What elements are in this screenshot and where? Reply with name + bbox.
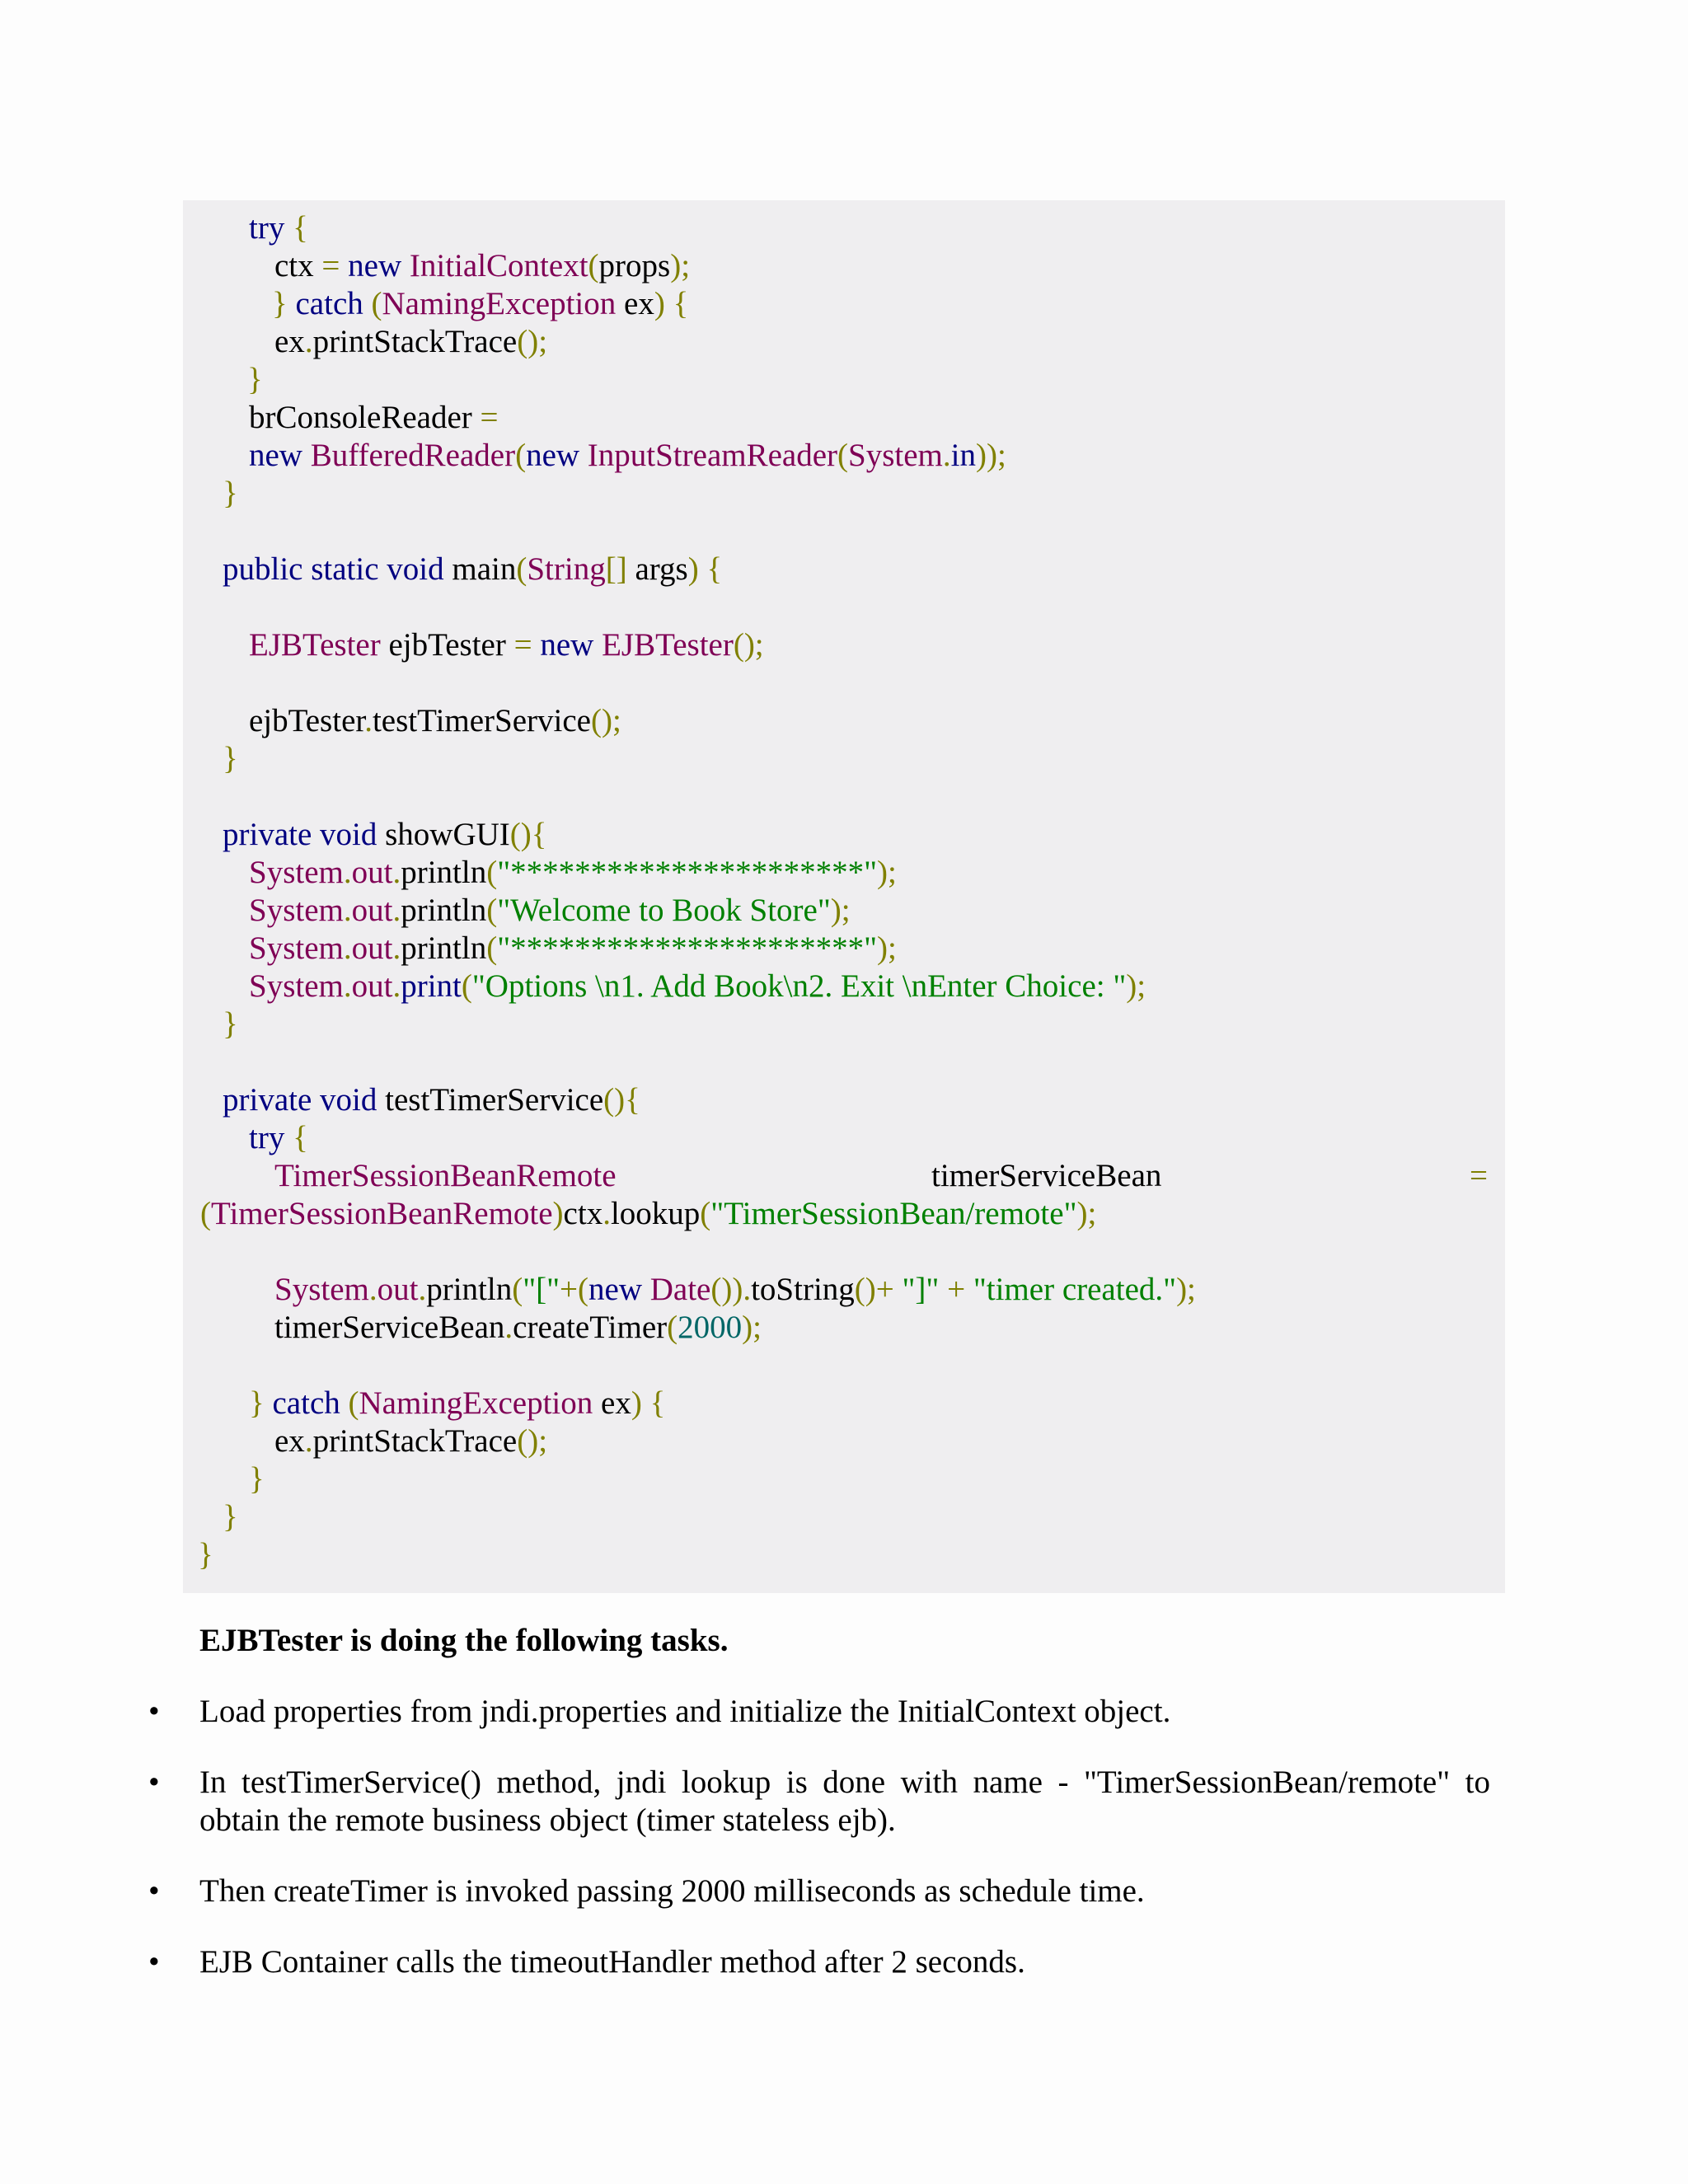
code-token: public static void <box>223 551 452 587</box>
code-token: in <box>950 438 976 473</box>
code-token: out <box>351 893 393 928</box>
code-line <box>249 1119 308 1157</box>
code-token: . <box>418 1272 427 1307</box>
code-token: (); <box>591 703 621 738</box>
code-token: ( <box>486 855 498 890</box>
code-token: . <box>392 930 401 966</box>
list-item-text: Then createTimer is invoked passing 2000 milliseconds as schedule time. <box>199 1873 1145 1909</box>
code-token: } <box>272 286 296 321</box>
code-line <box>249 892 851 930</box>
code-token: . <box>343 855 352 890</box>
code-token: ); <box>830 893 851 928</box>
code-token: ex <box>274 1423 305 1459</box>
code-token: Date <box>649 1272 711 1307</box>
code-token: } <box>223 476 238 511</box>
code-token: = <box>1470 1158 1488 1193</box>
code-token: new <box>526 438 588 473</box>
code-token: ( <box>516 551 528 587</box>
code-token: ) <box>552 1196 564 1231</box>
code-token: . <box>942 438 951 473</box>
code-token: "TimerSessionBean/remote" <box>710 1196 1077 1231</box>
code-token: } <box>223 1499 238 1535</box>
code-token: . <box>392 968 401 1004</box>
code-token: { <box>284 1120 308 1155</box>
code-token: println <box>426 1272 513 1307</box>
code-token: . <box>392 855 401 890</box>
code-token: ex <box>616 286 654 321</box>
code-token: TimerSessionBeanRemote <box>211 1196 553 1231</box>
bullet-icon: • <box>148 1873 160 1909</box>
code-token: System <box>249 930 344 966</box>
code-token: EJBTester <box>602 627 734 663</box>
code-token: } <box>249 1461 265 1497</box>
code-line <box>200 1195 1096 1233</box>
code-token: ( <box>486 893 498 928</box>
code-token: 2000 <box>678 1310 743 1345</box>
code-token: printStackTrace <box>312 1423 518 1459</box>
code-token: EJBTester <box>249 627 381 663</box>
code-line <box>274 323 547 361</box>
code-line <box>1470 1157 1488 1195</box>
code-token: catch <box>295 286 372 321</box>
code-token: ); <box>670 248 691 284</box>
code-token: ) { <box>654 286 689 321</box>
code-token: ex <box>274 324 305 359</box>
code-token: } <box>198 1537 213 1572</box>
code-token: } <box>247 362 263 397</box>
code-token: "Options \n1. Add Book\n2. Exit \nEnter Choice: " <box>471 968 1127 1004</box>
code-token: ()). <box>710 1272 752 1307</box>
code-block <box>183 200 1505 1593</box>
code-token: ejbTester <box>249 703 365 738</box>
code-token: "**********************" <box>497 855 878 890</box>
code-line <box>274 1157 617 1195</box>
code-token: ); <box>1076 1196 1097 1231</box>
code-token: ()+ <box>854 1272 903 1307</box>
code-token: (); <box>517 324 548 359</box>
code-line <box>223 1081 640 1119</box>
code-token: System <box>848 438 943 473</box>
code-token: "**********************" <box>497 930 878 966</box>
code-line <box>274 1422 547 1460</box>
code-token: { <box>284 210 308 246</box>
code-token: . <box>504 1310 513 1345</box>
code-token: (){ <box>603 1082 640 1118</box>
code-token: println <box>401 855 487 890</box>
code-token: private void <box>223 817 386 852</box>
code-line <box>198 1536 213 1574</box>
list-item-text: EJB Container calls the timeoutHandler method after 2 seconds. <box>199 1944 1025 1980</box>
code-line <box>931 1157 1161 1195</box>
code-token: . <box>364 703 373 738</box>
code-token: ) { <box>687 551 723 587</box>
code-line <box>274 247 690 285</box>
code-token: } <box>249 1385 273 1421</box>
code-token: private void <box>223 1082 386 1118</box>
code-token: ) { <box>631 1385 666 1421</box>
code-line <box>249 702 621 740</box>
bullet-icon: • <box>148 1694 160 1729</box>
code-token: ); <box>742 1310 762 1345</box>
code-line <box>249 209 308 247</box>
code-token: = <box>480 400 499 435</box>
code-token: } <box>223 741 238 776</box>
code-token: ( <box>588 248 599 284</box>
code-token: toString <box>751 1272 855 1307</box>
code-token: ex <box>593 1385 631 1421</box>
code-token: (); <box>517 1423 548 1459</box>
code-token: ( <box>371 286 382 321</box>
code-token: createTimer <box>513 1310 668 1345</box>
code-line <box>223 1005 238 1043</box>
code-token: ( <box>348 1385 359 1421</box>
code-line <box>247 361 263 399</box>
code-token: NamingException <box>382 286 617 321</box>
code-line <box>249 968 1146 1005</box>
list-item-text: In testTimerService() method, jndi lookup is done with name - "TimerSessionBean/remote" to obtain the remote business object (timer stateless ejb). <box>199 1765 1490 1838</box>
code-token: (); <box>733 627 764 663</box>
code-line <box>223 816 547 854</box>
code-token: ( <box>667 1310 678 1345</box>
code-token: timerServiceBean <box>931 1158 1162 1193</box>
code-token: ( <box>700 1196 711 1231</box>
code-token: args <box>635 551 688 587</box>
code-token: new <box>348 248 410 284</box>
code-token: ( <box>512 1272 523 1307</box>
code-token: timerServiceBean <box>274 1310 505 1345</box>
code-token: ( <box>837 438 849 473</box>
code-token: ctx <box>563 1196 603 1231</box>
code-line <box>223 1498 238 1536</box>
list-item-text: Load properties from jndi.properties and initialize the InitialContext object. <box>199 1694 1171 1729</box>
code-token: printStackTrace <box>312 324 518 359</box>
code-token: System <box>249 968 344 1004</box>
code-token: testTimerService <box>372 703 591 738</box>
code-line <box>249 626 764 664</box>
code-token: ejbTester <box>380 627 514 663</box>
code-token: . <box>304 324 313 359</box>
code-line <box>249 1460 265 1498</box>
code-line <box>249 854 897 892</box>
code-token: } <box>223 1006 238 1042</box>
code-token: out <box>351 968 393 1004</box>
code-line <box>274 1271 1196 1309</box>
code-token: showGUI <box>385 817 510 852</box>
code-token: try <box>249 210 285 246</box>
code-token: . <box>343 968 352 1004</box>
bullet-icon: • <box>148 1944 160 1980</box>
code-token: ( <box>486 930 498 966</box>
code-line <box>249 399 499 437</box>
code-token: + <box>939 1272 973 1307</box>
code-token: out <box>351 855 393 890</box>
code-token: ( <box>515 438 527 473</box>
code-token: . <box>368 1272 377 1307</box>
code-token: String <box>527 551 606 587</box>
code-line <box>249 930 897 968</box>
code-token: props <box>598 248 671 284</box>
code-token: . <box>603 1196 611 1231</box>
code-token: TimerSessionBeanRemote <box>274 1158 617 1193</box>
code-line <box>249 1385 665 1422</box>
code-token: BufferedReader <box>310 438 516 473</box>
code-token: [] <box>605 551 635 587</box>
code-token: ); <box>877 855 897 890</box>
code-token: . <box>392 893 401 928</box>
code-token: print <box>401 968 462 1004</box>
code-token: out <box>351 930 393 966</box>
code-token: testTimerService <box>385 1082 604 1118</box>
code-token: lookup <box>610 1196 701 1231</box>
code-token: new <box>540 627 603 663</box>
section-heading: EJBTester is doing the following tasks. <box>199 1623 729 1658</box>
code-token: ( <box>461 968 472 1004</box>
code-token: . <box>343 893 352 928</box>
code-token: ); <box>1126 968 1146 1004</box>
code-token: +( <box>560 1272 589 1307</box>
code-token: System <box>249 855 344 890</box>
code-token: "timer created." <box>973 1272 1177 1307</box>
code-token: InitialContext <box>409 248 588 284</box>
code-token: out <box>377 1272 419 1307</box>
code-token: catch <box>272 1385 349 1421</box>
code-line <box>223 475 238 513</box>
code-token: System <box>274 1272 369 1307</box>
code-line <box>249 437 1006 475</box>
code-token: )); <box>975 438 1006 473</box>
code-line <box>274 1309 762 1347</box>
code-token: ( <box>200 1196 211 1231</box>
code-token: new <box>588 1272 650 1307</box>
code-line <box>272 285 688 323</box>
code-token: (){ <box>509 817 547 852</box>
code-token: . <box>343 930 352 966</box>
code-token: NamingException <box>359 1385 593 1421</box>
code-token: ); <box>1176 1272 1196 1307</box>
code-token: ctx <box>274 248 322 284</box>
code-token: = <box>513 627 541 663</box>
code-line <box>223 551 722 588</box>
code-token: println <box>401 930 487 966</box>
code-line <box>223 740 238 778</box>
code-token: "Welcome to Book Store" <box>497 893 831 928</box>
code-token: println <box>401 893 487 928</box>
code-token: . <box>304 1423 313 1459</box>
code-token: InputStreamReader <box>587 438 838 473</box>
code-token: "[" <box>523 1272 560 1307</box>
code-token: = <box>321 248 349 284</box>
code-token: System <box>249 893 344 928</box>
code-token: new <box>249 438 311 473</box>
bullet-icon: • <box>148 1765 160 1800</box>
code-token: brConsoleReader <box>249 400 481 435</box>
code-token: ); <box>877 930 897 966</box>
code-token: main <box>452 551 517 587</box>
code-token: "]" <box>902 1272 940 1307</box>
code-token: try <box>249 1120 285 1155</box>
